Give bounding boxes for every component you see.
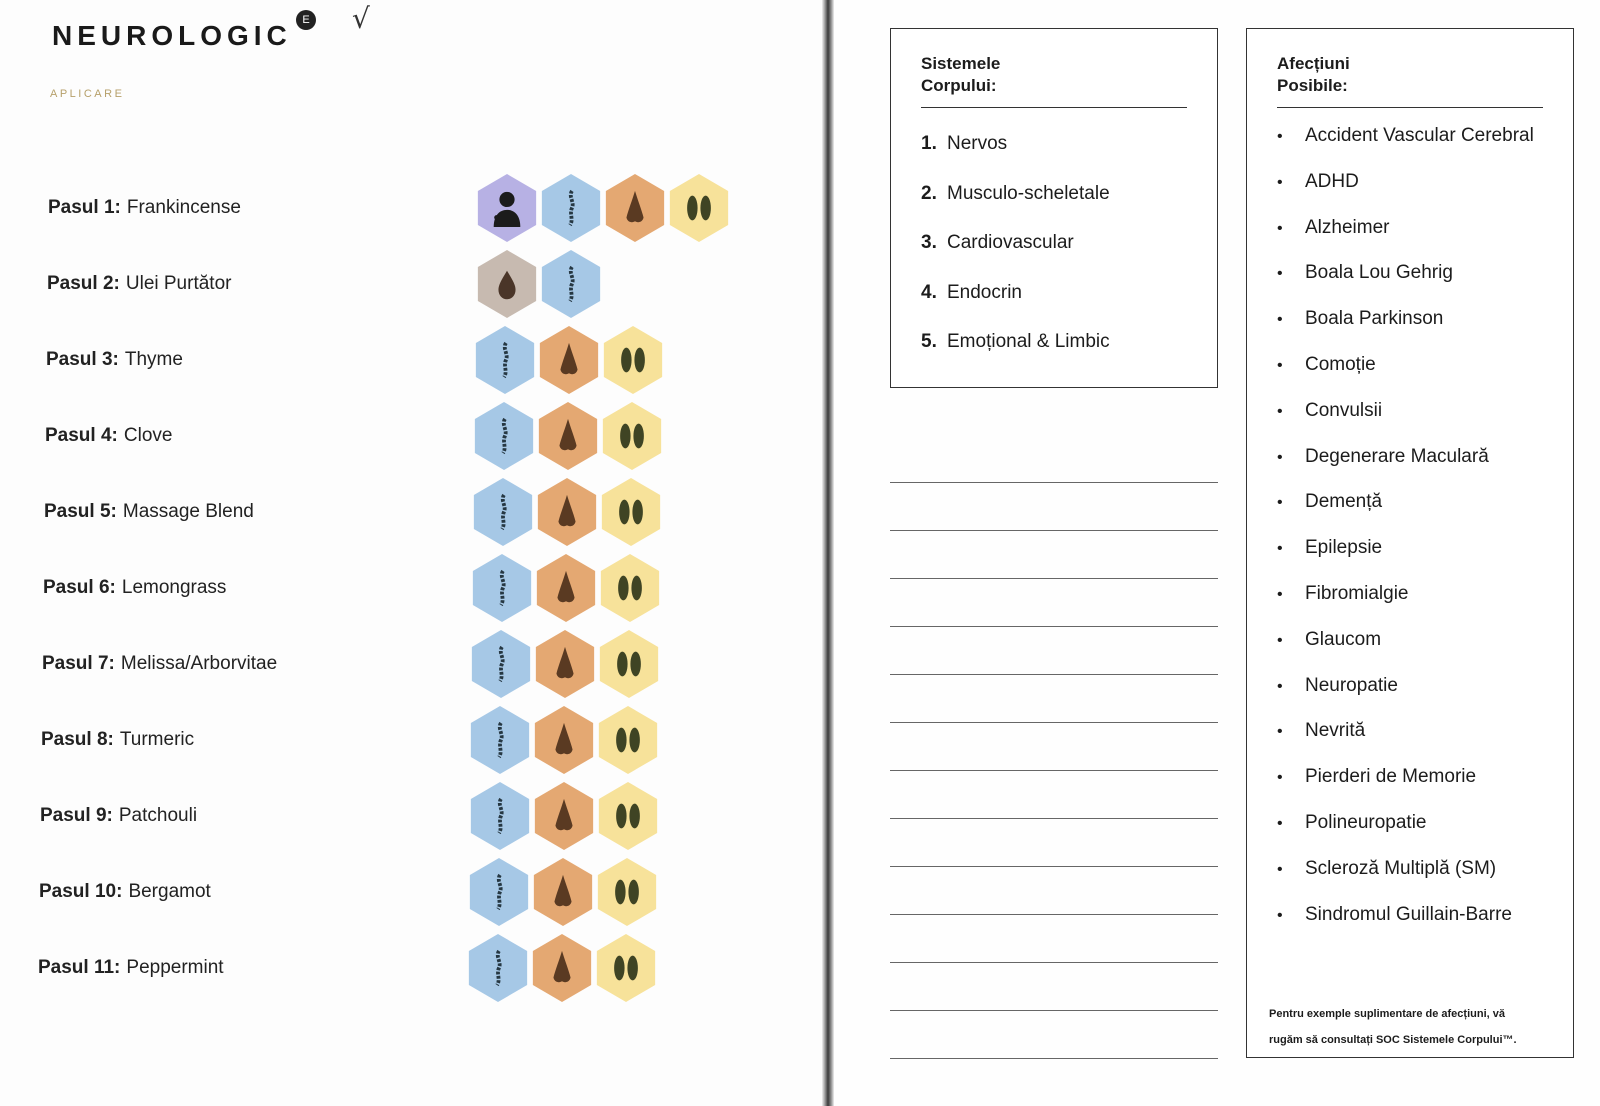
footnote: Pentru exemple suplimentare de afecțiuni, vă rugăm să consultați SOC Sistemele Corpului™. [1269,1008,1517,1046]
spine-icon [467,934,529,1002]
spine-icon [469,706,531,774]
bullet: • [1277,402,1283,420]
condition-name: Sindromul Guillain-Barre [1305,903,1512,925]
condition-name: ADHD [1305,170,1359,192]
bullet: • [1277,265,1283,283]
bullet: • [1277,357,1283,374]
bullet: • [1277,631,1283,649]
bullet: • [1277,448,1283,466]
application-icons [472,478,662,546]
bullet: • [1277,723,1283,741]
step-number: Pasul 8: [41,729,114,750]
step-label [38,957,467,979]
condition-name: Neuropatie [1305,674,1398,696]
application-icons [469,782,659,850]
feet-icon [602,326,664,394]
oil-name: Lemongrass [121,577,227,598]
oil-name: Ulei Purtător [125,273,232,294]
step-row [38,934,798,1002]
step-row [39,858,799,926]
bullet: • [1277,586,1283,603]
system-number: 4. [921,281,937,303]
condition-name: Demență [1305,491,1383,513]
body-systems-box [890,28,1218,388]
bullet: • [1277,128,1283,145]
condition-name: Comoție [1305,354,1376,375]
spine-icon [470,630,532,698]
handwritten-check-mark: √ [352,2,370,35]
step-label [41,729,469,751]
system-name: Cardiovascular [947,232,1074,253]
condition-item [1277,858,1496,880]
brand-title: NEUROLOGIC [52,20,292,51]
step-label [43,577,471,599]
condition-name: Nevrită [1305,720,1366,742]
condition-item [1277,583,1408,605]
condition-item [1277,812,1426,834]
feet-icon [595,934,657,1002]
system-item [921,282,1022,304]
condition-item [1277,354,1376,376]
system-number: 1. [921,133,937,154]
step-number: Pasul 7: [42,653,115,674]
step-row [41,706,801,774]
nose-icon [533,706,595,774]
bullet: • [1277,494,1283,512]
writing-line [890,482,1218,483]
application-icons [476,250,602,318]
condition-name: Convulsii [1305,399,1383,421]
writing-line [890,962,1218,963]
condition-item [1277,217,1389,239]
feet-icon [596,858,658,926]
spine-icon [472,478,534,546]
condition-item [1277,720,1365,742]
application-icons [470,630,660,698]
condition-item [1277,125,1534,147]
bullet: • [1277,540,1283,558]
system-item [921,183,1110,205]
condition-item [1277,171,1359,193]
system-item [921,133,1007,155]
spine-icon [468,858,530,926]
writing-line [890,578,1218,579]
condition-name: Alzheimer [1305,216,1390,238]
condition-name: Pierderi de Memorie [1305,766,1477,788]
condition-item [1277,629,1381,651]
writing-line [890,1010,1218,1011]
step-label [40,805,469,827]
conditions-title: Afecțiuni Posibile: [1277,54,1350,95]
system-number: 5. [921,331,937,352]
page-subtitle: APLICARE [50,88,125,100]
nose-icon [538,326,600,394]
feet-icon [600,478,662,546]
oil-name: Peppermint [126,957,224,978]
spine-icon [473,402,535,470]
bullet: • [1277,769,1283,787]
step-row [42,630,802,698]
step-number: Pasul 9: [40,805,113,826]
application-icons [476,174,730,242]
nose-icon [604,174,666,242]
right-page [834,0,1600,1106]
condition-name: Scleroză Multiplă (SM) [1305,857,1497,879]
spine-icon [540,250,602,318]
bullet: • [1277,860,1283,878]
step-row [48,174,808,242]
bullet: • [1277,219,1283,237]
oil-name: Massage Blend [122,501,254,522]
feet-icon [599,554,661,622]
system-name: Musculo-scheletale [947,182,1110,204]
nose-icon [537,402,599,470]
condition-name: Glaucom [1305,628,1382,650]
step-number: Pasul 10: [39,881,123,902]
writing-line [890,1058,1218,1059]
system-number: 2. [921,182,937,204]
oil-name: Patchouli [118,805,198,826]
book-spine [822,0,834,1106]
application-icons [469,706,659,774]
step-row [44,478,804,546]
spine-icon [540,174,602,242]
divider [1277,107,1543,108]
oil-name: Melissa/Arborvitae [120,653,278,674]
writing-line [890,914,1218,915]
condition-item [1277,491,1382,513]
condition-name: Polineuropatie [1305,812,1427,833]
head-icon [476,174,538,242]
step-label [45,425,473,447]
condition-name: Boala Parkinson [1305,308,1444,330]
oil-name: Thyme [124,349,183,370]
bullet: • [1277,173,1283,191]
condition-name: Degenerare Maculară [1305,445,1489,467]
condition-item [1277,766,1476,788]
spine-icon [471,554,533,622]
feet-icon [601,402,663,470]
condition-name: Accident Vascular Cerebral [1305,125,1534,146]
condition-item [1277,675,1398,697]
step-label [46,349,474,371]
application-icons [471,554,661,622]
step-number: Pasul 3: [46,349,119,370]
writing-line [890,626,1218,627]
condition-name: Boala Lou Gehrig [1305,262,1453,284]
step-number: Pasul 6: [43,577,116,598]
nose-icon [531,934,593,1002]
feet-icon [597,782,659,850]
application-icons [473,402,663,470]
condition-item [1277,262,1453,284]
condition-item [1277,904,1512,926]
step-number: Pasul 4: [45,425,118,446]
nose-icon [533,782,595,850]
application-icons [474,326,664,394]
condition-item [1277,537,1382,559]
system-name: Nervos [947,133,1008,154]
step-label [39,881,468,903]
condition-item [1277,400,1382,422]
nose-icon [532,858,594,926]
feet-icon [668,174,730,242]
bullet: • [1277,677,1283,695]
step-number: Pasul 11: [38,957,121,978]
condition-name: Fibromialgie [1305,583,1409,604]
spine-icon [469,782,531,850]
bullet: • [1277,311,1283,329]
system-name: Emoțional & Limbic [947,331,1110,352]
drop-icon [476,250,538,318]
condition-item [1277,446,1489,468]
nose-icon [534,630,596,698]
application-icons [468,858,658,926]
bullet: • [1277,815,1283,832]
system-item [921,331,1110,353]
nose-icon [536,478,598,546]
system-item [921,232,1074,254]
writing-line [890,530,1218,531]
step-label [48,197,476,219]
nose-icon [535,554,597,622]
writing-line [890,866,1218,867]
oil-name: Frankincense [126,197,241,218]
oil-name: Turmeric [119,729,195,750]
step-label [47,273,476,295]
condition-item [1277,308,1443,330]
feet-icon [598,630,660,698]
oil-name: Clove [123,425,173,446]
system-name: Endocrin [947,281,1022,303]
step-row [40,782,800,850]
writing-line [890,770,1218,771]
step-row [43,554,803,622]
body-systems-title: Sistemele Corpului: [921,54,1001,95]
writing-line [890,722,1218,723]
step-number: Pasul 5: [44,501,117,522]
writing-line [890,674,1218,675]
step-row [45,402,805,470]
oil-name: Bergamot [128,881,211,902]
step-number: Pasul 1: [48,197,121,218]
feet-icon [597,706,659,774]
conditions-box [1246,28,1574,1058]
step-label [44,501,472,523]
system-number: 3. [921,232,937,253]
step-row [46,326,806,394]
bullet: • [1277,906,1283,924]
application-icons [467,934,657,1002]
brand-badge: E [296,10,316,30]
divider [921,107,1187,108]
spine-icon [474,326,536,394]
step-row [47,250,807,318]
step-number: Pasul 2: [47,273,120,294]
step-label [42,653,470,675]
condition-name: Epilepsie [1305,537,1383,559]
writing-line [890,818,1218,819]
